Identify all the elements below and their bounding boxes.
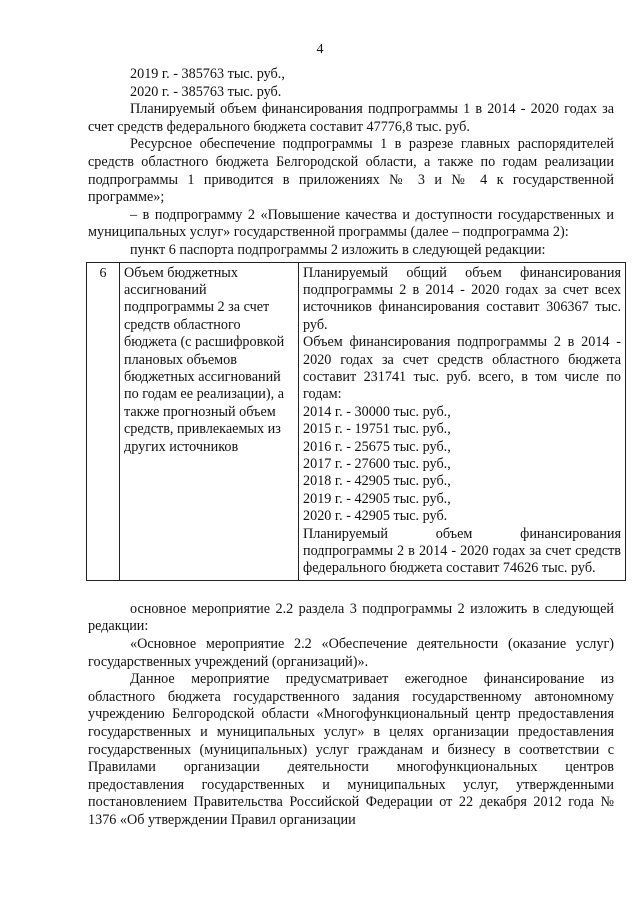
value-total: Планируемый общий объем финансирования подпрограммы 2 в 2014 - 2020 годах за счет всех источников финансирования составит 306367 тыс. руб.	[303, 264, 621, 333]
year-line-2019: 2019 г. - 42905 тыс. руб.,	[303, 490, 451, 507]
year-line-2017: 2017 г. - 27600 тыс. руб.,	[303, 456, 451, 472]
row-label-cell	[120, 262, 299, 580]
row-label: Объем бюджетных ассигнований подпрограммы 2 за счет средств областного бюджета (с расшифровкой плановых объемов бюджетных ассигнований по годам ее реализации), а также прогнозный объем средств, привлекаемых из других источников	[124, 264, 285, 455]
paragraph-measure-description: Данное мероприятие предусматривает ежегодное финансирование из областного бюджета государственного задания государственному автономному учреждению Белгородской области «Многофункциональный центр предоставления государственных и муниципальных услуг» в целях организации предоставления государственных (муниципальных) услуг гражданам и бизнесу в соответствии с Правилами организации деятельности многофункциональных центров предоставления государственных и муниципальных услуг, утвержденными постановлением Правительства Российской Федерации от 22 декабря 2012 года № 1376 «Об утверждении Правил организации	[88, 671, 614, 828]
year-line-2020: 2020 г. - 42905 тыс. руб.	[303, 508, 448, 525]
paragraph-measure-22: основное мероприятие 2.2 раздела 3 подпрограммы 2 изложить в следующей редакции:	[88, 600, 614, 635]
year-line-2015: 2015 г. - 19751 тыс. руб.,	[303, 421, 451, 438]
value-regional: Объем финансирования подпрограммы 2 в 2014 - 2020 годах за счет средств областного бюджета составит 231741 тыс. руб. всего, в том числе по годам:	[303, 334, 621, 403]
row-number-cell	[87, 262, 120, 580]
row-number: 6	[99, 265, 107, 281]
document-body	[88, 66, 621, 830]
passport-table	[86, 262, 626, 581]
page-number: 4	[316, 42, 324, 57]
year-line-2014: 2014 г. - 30000 тыс. руб.,	[303, 403, 451, 420]
paragraph-sub2-intro: – в подпрограмму 2 «Повышение качества и доступности государственных и муниципальных услуг» государственной программы (далее – подпрограмма 2):	[88, 206, 614, 241]
year-line-2016: 2016 г. - 25675 тыс. руб.,	[303, 438, 451, 455]
paragraph-measure-22-title: «Основное мероприятие 2.2 «Обеспечение деятельности (оказание услуг) государственных учреждений (организаций)».	[88, 636, 614, 670]
paragraph-federal-sub1: Планируемый объем финансирования подпрограммы 1 в 2014 - 2020 годах за счет средств федерального бюджета составит 47776,8 тыс. руб.	[88, 101, 614, 135]
table-row	[87, 262, 626, 580]
after-table-section	[88, 601, 614, 830]
paragraph-resources-sub1: Ресурсное обеспечение подпрограммы 1 в разрезе главных распорядителей средств областного бюджета Белгородской области, а также по годам реализации подпрограммы 1 приводится в приложениях № 3 и № 4 к государственной программе»;	[88, 136, 614, 206]
row-value-cell	[299, 262, 626, 580]
paragraph-point6: пункт 6 паспорта подпрограммы 2 изложить в следующей редакции:	[130, 241, 546, 258]
value-federal: Планируемый объем финансирования подпрограммы 2 в 2014 - 2020 годах за счет средств федерального бюджета составит 74626 тыс. руб.	[303, 525, 621, 577]
year-line-2018: 2018 г. - 42905 тыс. руб.,	[303, 473, 451, 490]
intro-year-2019: 2019 г. - 385763 тыс. руб.,	[130, 66, 285, 82]
intro-year-2020: 2020 г. - 385763 тыс. руб.	[130, 83, 282, 100]
